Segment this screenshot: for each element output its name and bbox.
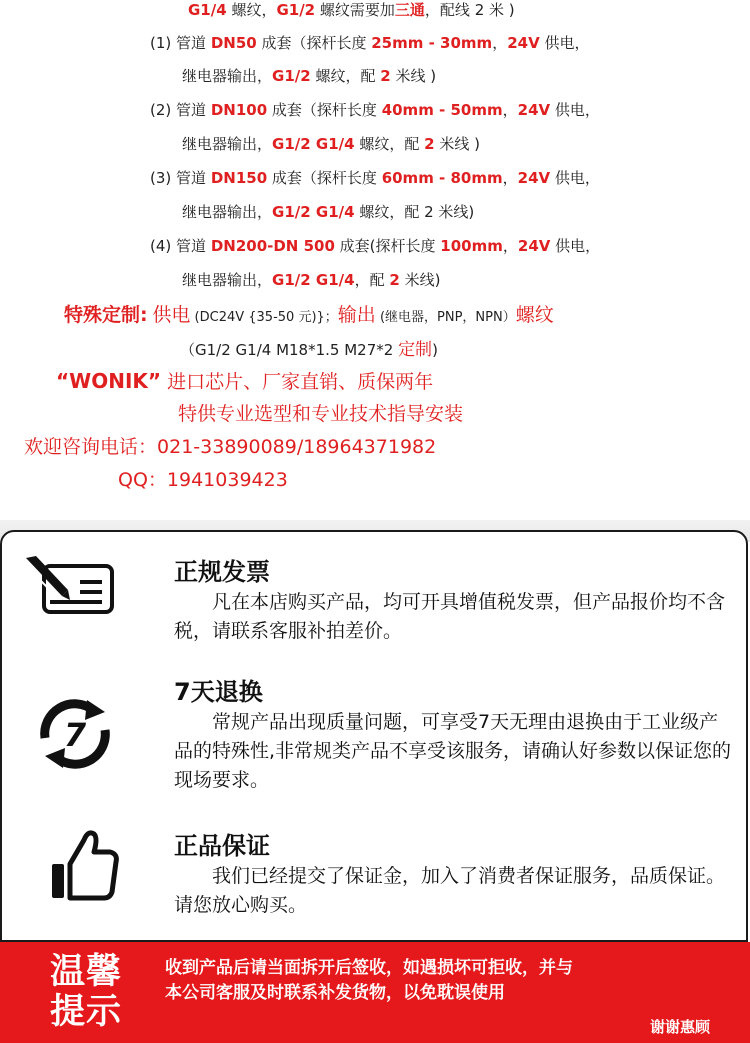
feature-title-genuine: 正品保证 (174, 832, 270, 860)
spec-item-2: (2) 管道 DN100 成套（探杆长度 40mm - 50mm，24V 供电， (150, 101, 600, 119)
spec-item-2-detail: 继电器输出，G1/2 G1/4 螺纹，配 2 米线 ) (182, 135, 480, 153)
feature-title-return: 7天退换 (174, 678, 263, 706)
brand-line-1: “WONIK” 进口芯片、厂家直销、质保两年 (56, 369, 434, 393)
notice-line-1: 收到产品后请当面拆开后签收，如遇损坏可拒收，并与 (165, 958, 573, 978)
brand-line-2: 特供专业选型和专业技术指导安装 (178, 403, 464, 425)
spec-line-0: G1/4 螺纹，G1/2 螺纹需要加三通，配线 2 米 ) (188, 1, 515, 19)
svg-text:7: 7 (63, 716, 87, 754)
spec-item-3: (3) 管道 DN150 成套（探杆长度 60mm - 80mm，24V 供电， (150, 169, 600, 187)
special-custom-label: 特殊定制: (64, 304, 148, 326)
notice-line-2: 本公司客服及时联系补发货物，以免耽误使用 (165, 983, 505, 1003)
feature-text-genuine: 我们已经提交了保证金，加入了消费者保证服务，品质保证。请您放心购买。 (174, 865, 726, 916)
thanks-text: 谢谢惠顾 (649, 1018, 710, 1036)
warm-notice-banner (0, 942, 750, 1043)
product-spec-section (0, 0, 750, 520)
feature-title-invoice: 正规发票 (174, 558, 270, 586)
brand-name: “WONIK” (56, 369, 162, 393)
service-guarantee-card (0, 530, 748, 942)
spec-item-4: (4) 管道 DN200-DN 500 成套(探杆长度 100mm，24V 供电， (150, 237, 601, 255)
contact-phone: 欢迎咨询电话：021-33890089/18964371982 (24, 436, 437, 458)
special-thread-options: （G1/2 G1/4 M18*1.5 M27*2 定制) (180, 340, 438, 360)
feature-text-invoice: 凡在本店购买产品，均可开具增值税发票，但产品报价均不含税，请联系客服补拍差价。 (174, 591, 726, 642)
notice-text (165, 956, 573, 1006)
spec-item-4-detail: 继电器输出，G1/2 G1/4，配 2 米线) (182, 271, 441, 289)
feature-text-return: 常规产品出现质量问题，可享受7天无理由退换由于工业级产品的特殊性,非常规类产品不享受该服务，请确认好参数以保证您的现场要求。 (174, 711, 732, 791)
spec-item-3-detail: 继电器输出，G1/2 G1/4 螺纹，配 2 米线) (182, 203, 475, 221)
spec-item-1: (1) 管道 DN50 成套（探杆长度 25mm - 30mm，24V 供电， (150, 34, 590, 52)
notice-title: 温馨提示 (50, 952, 123, 1032)
spec-item-1-detail: 继电器输出，G1/2 螺纹，配 2 米线 ) (182, 67, 437, 85)
special-custom-line: 特殊定制: 供电 (DC24V {35-50 元)}；输出 (继电器，PNP，NPN）螺纹 (64, 304, 554, 326)
seven-day-return-icon (35, 698, 115, 774)
invoice-sign-icon (22, 554, 117, 623)
contact-qq: QQ：1941039423 (118, 469, 288, 491)
thumbs-up-icon (50, 828, 120, 906)
